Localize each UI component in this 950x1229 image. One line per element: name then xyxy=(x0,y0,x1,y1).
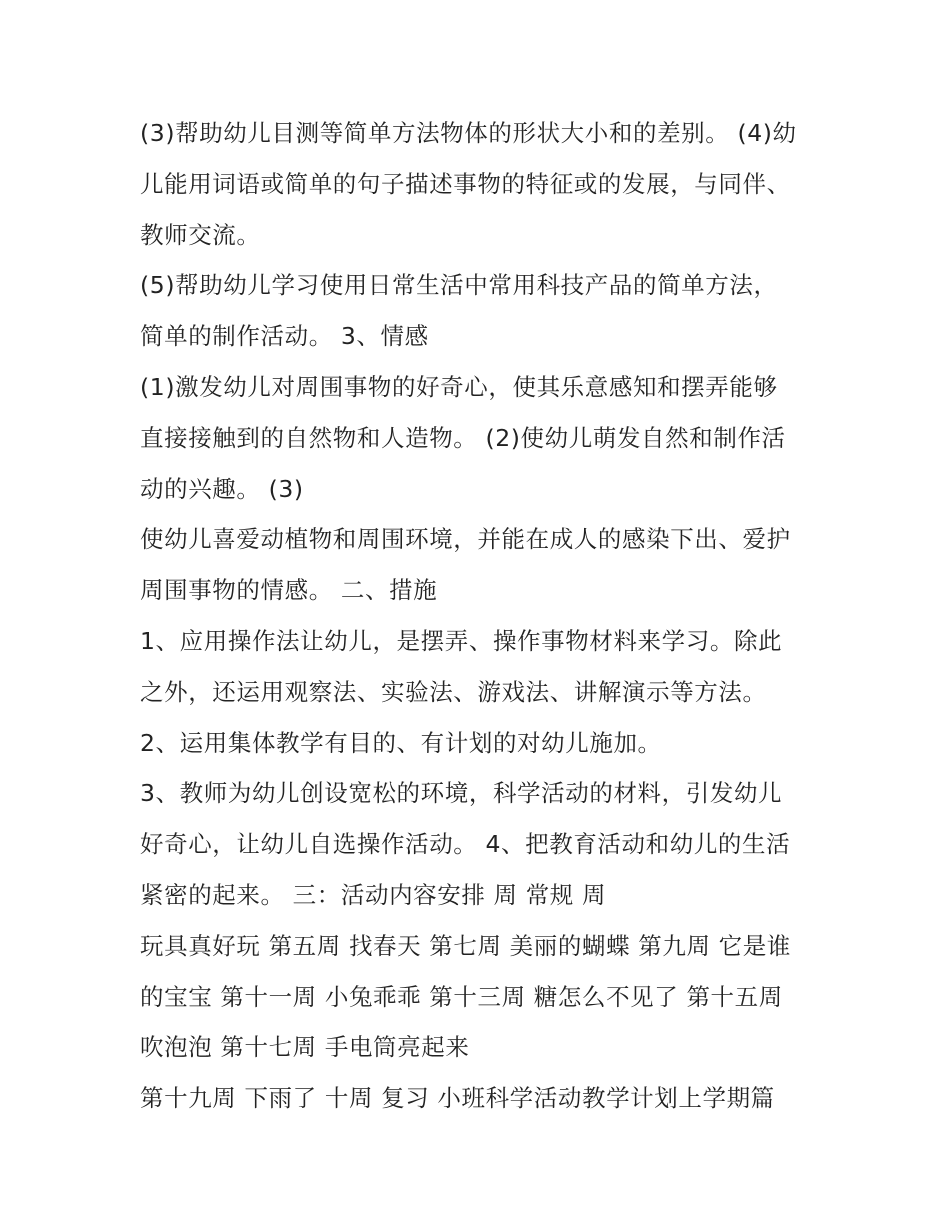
text-line: (5)帮助幼儿学习使用日常生活中常用科技产品的简单方法， xyxy=(140,271,778,300)
text-line: 玩具真好玩 第五周 找春天 第七周 美丽的蝴蝶 第九周 它是谁 xyxy=(140,931,791,960)
text-line: 之外，还运用观察法、实验法、游戏法、讲解演示等方法。 xyxy=(140,677,767,706)
text-line: 直接接触到的自然物和人造物。 (2)使幼儿萌发自然和制作活 xyxy=(140,423,786,452)
text-line: 2、运用集体教学有目的、有计划的对幼儿施加。 xyxy=(140,728,662,757)
document-body xyxy=(140,108,820,1124)
text-line: (1)激发幼儿对周围事物的好奇心，使其乐意感知和摆弄能够 xyxy=(140,372,778,401)
text-line: 3、教师为幼儿创设宽松的环境，科学活动的材料，引发幼儿 xyxy=(140,779,783,808)
text-line: 好奇心，让幼儿自选操作活动。 4、把教育活动和幼儿的生活 xyxy=(140,830,791,859)
text-line: 教师交流。 xyxy=(140,220,261,249)
text-line: 儿能用词语或简单的句子描述事物的特征或的发展，与同伴、 xyxy=(140,169,791,198)
text-line: 使幼儿喜爱动植物和周围环境，并能在成人的感染下出、爱护 xyxy=(140,525,791,554)
text-line: 的宝宝 第十一周 小兔乖乖 第十三周 糖怎么不见了 第十五周 xyxy=(140,982,783,1011)
text-line: 1、应用操作法让幼儿，是摆弄、操作事物材料来学习。除此 xyxy=(140,626,783,655)
text-line: 动的兴趣。 (3) xyxy=(140,474,304,503)
text-line: 简单的制作活动。 3、情感 xyxy=(140,322,429,351)
text-line: 吹泡泡 第十七周 手电筒亮起来 xyxy=(140,1033,470,1062)
text-line: 第十九周 下雨了 十周 复习 小班科学活动教学计划上学期篇 xyxy=(140,1084,775,1113)
text-line: 紧密的起来。 三：活动内容安排 周 常规 周 xyxy=(140,880,607,909)
text-line: 周围事物的情感。 二、措施 xyxy=(140,576,438,605)
text-line: (3)帮助幼儿目测等简单方法物体的形状大小和的差别。 (4)幼 xyxy=(140,119,797,147)
